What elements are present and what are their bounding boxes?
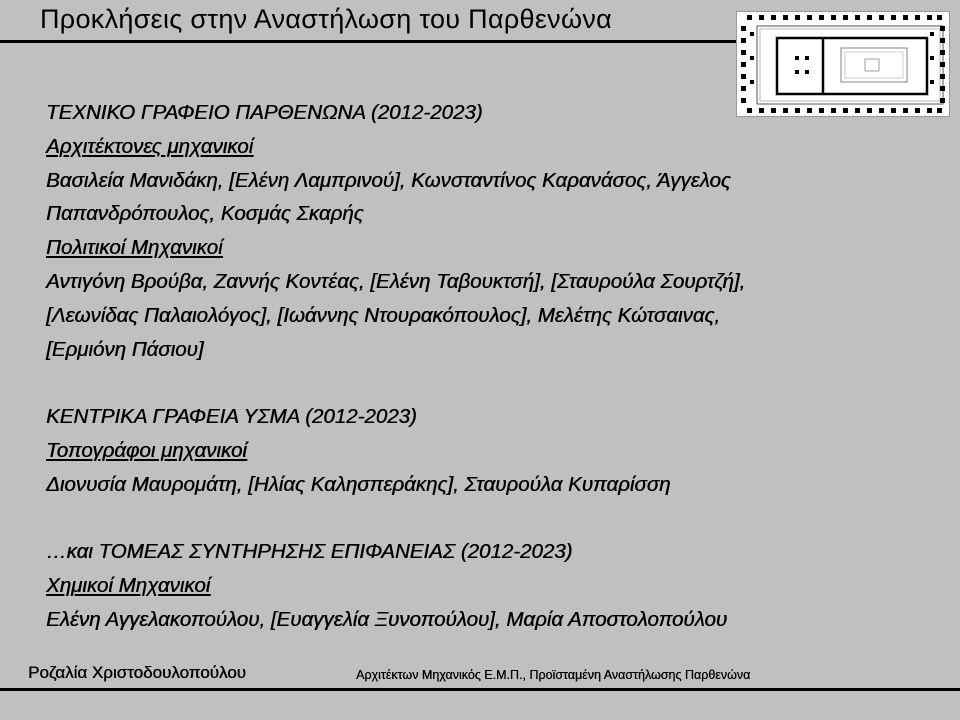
names-line: Βασιλεία Μανιδάκη, [Ελένη Λαμπρινού], Κωνσταντίνος Καρανάσος, Άγγελος — [46, 168, 731, 192]
title-divider — [0, 40, 740, 43]
names-line: [Ερμιόνη Πάσιου] — [46, 337, 204, 361]
credits-content — [46, 96, 946, 637]
section-heading: ΚΕΝΤΡΙΚΑ ΓΡΑΦΕΙΑ ΥΣΜΑ (2012-2023) — [46, 405, 417, 429]
section-heading: ΤΕΧΝΙΚΟ ΓΡΑΦΕΙΟ ΠΑΡΘΕΝΩΝΑ (2012-2023) — [46, 101, 483, 124]
spacer — [46, 502, 946, 536]
names-line: Διονυσία Μαυρομάτη, [Ηλίας Καλησπεράκης], Σταυρούλα Κυπαρίσση — [46, 472, 671, 496]
role-heading: Αρχιτέκτονες μηχανικοί — [46, 134, 254, 158]
footer-divider — [0, 688, 960, 691]
footer-author-name: Ροζαλία Χριστοδουλοπούλου — [28, 663, 246, 682]
footer-author-role: Αρχιτέκτων Μηχανικός Ε.Μ.Π., Προϊσταμένη Αναστήλωσης Παρθενώνα — [356, 668, 751, 682]
role-heading: Τοπογράφοι μηχανικοί — [46, 438, 247, 462]
role-heading: Χημικοί Μηχανικοί — [46, 574, 211, 598]
section-heading: …και ΤΟΜΕΑΣ ΣΥΝΤΗΡΗΣΗΣ ΕΠΙΦΑΝΕΙΑΣ (2012-2023) — [46, 540, 573, 564]
names-line: [Λεωνίδας Παλαιολόγος], [Ιωάννης Ντουρακόπουλος], Μελέτης Κώτσαινας, — [46, 303, 721, 327]
slide-title: Προκλήσεις στην Αναστήλωση του Παρθενώνα — [40, 4, 613, 34]
names-line: Ελένη Αγγελακοπούλου, [Ευαγγελία Ξυνοπούλου], Μαρία Αποστολοπούλου — [46, 607, 728, 631]
names-line: Παπανδρόπουλος, Κοσμάς Σκαρής — [46, 202, 364, 226]
spacer — [46, 366, 946, 400]
names-line: Αντιγόνη Βρούβα, Ζαννής Κοντέας, [Ελένη Ταβουκτσή], [Σταυρούλα Σουρτζή], — [46, 269, 746, 293]
role-heading: Πολιτικοί Μηχανικοί — [46, 236, 223, 260]
